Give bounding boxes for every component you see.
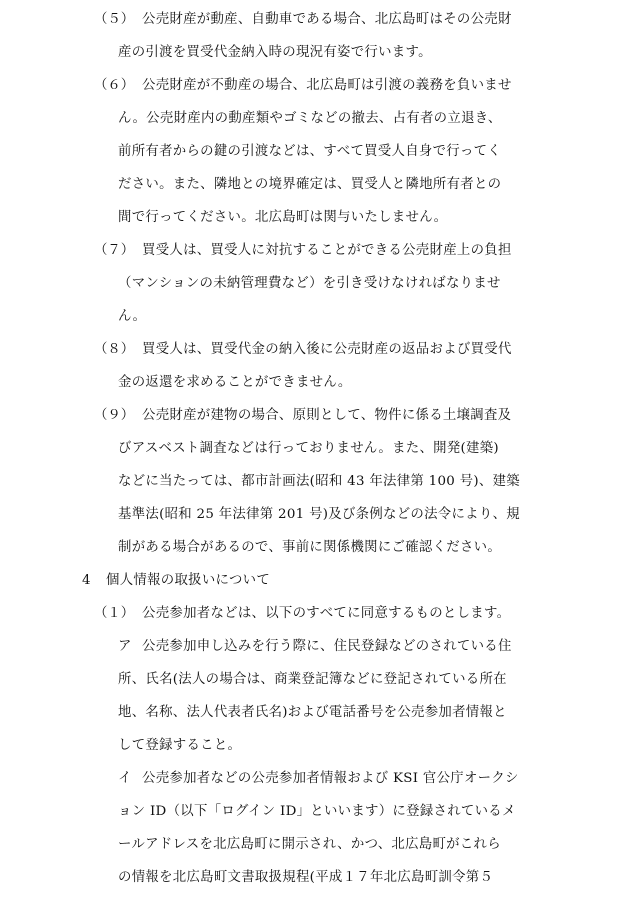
item-text-line: などに当たっては、都市計画法(昭和 43 年法律第 100 号)、建築 (118, 474, 520, 489)
item-marker: （７） (94, 243, 135, 258)
section-title: 個人情報の取扱いについて (106, 573, 271, 588)
item-text-line: 間で行ってください。北広島町は関与いたしません。 (118, 210, 448, 225)
item-marker: （５） (94, 12, 135, 27)
sub-item-text-line: の情報を北広島町文書取扱規程(平成１７年北広島町訓令第５ (118, 870, 494, 885)
sub-item-text-line: 地、名称、法人代表者氏名)および電話番号を公売参加者情報と (118, 705, 507, 720)
item-marker: （９） (94, 408, 135, 423)
item-text-line: ん。 (118, 309, 147, 324)
item-text-line: 産の引渡を買受代金納入時の現況有姿で行います。 (118, 45, 432, 60)
section-number: 4 (82, 573, 91, 588)
sub-item-text-line: 公売参加申し込みを行う際に、住民登録などのされている住 (142, 639, 512, 654)
item-text-line: 制がある場合があるので、事前に関係機関にご確認ください。 (118, 540, 502, 555)
item-marker: （８） (94, 342, 135, 357)
item-marker: （１） (94, 606, 135, 621)
item-text-line: 公売財産が不動産の場合、北広島町は引渡の義務を負いませ (142, 78, 512, 93)
item-marker: （６） (94, 78, 135, 93)
item-text-line: （マンションの未納管理費など）を引き受けなければなりませ (118, 276, 501, 291)
item-text-line: 金の返還を求めることができません。 (118, 375, 352, 390)
item-text-line: 公売財産が建物の場合、原則として、物件に係る土壌調査及 (142, 408, 512, 423)
sub-item-marker: イ (118, 771, 132, 786)
item-text-line: ん。公売財産内の動産類やゴミなどの撤去、占有者の立退き、 (118, 111, 502, 126)
item-text-line: ださい。また、隣地との境界確定は、買受人と隣地所有者との (118, 177, 502, 192)
item-text-line: 公売参加者などは、以下のすべてに同意するものとします。 (142, 606, 511, 621)
sub-item-text-line: ールアドレスを北広島町に開示され、かつ、北広島町がこれら (118, 837, 501, 852)
item-text-line: 公売財産が動産、自動車である場合、北広島町はその公売財 (142, 12, 512, 27)
sub-item-marker: ア (118, 639, 132, 654)
sub-item-text-line: 公売参加者などの公売参加者情報および KSI 官公庁オークシ (142, 771, 519, 786)
sub-item-text-line: ョン ID（以下「ログイン ID」といいます）に登録されているメ (118, 804, 516, 819)
item-text-line: 買受人は、買受人に対抗することができる公売財産上の負担 (142, 243, 512, 258)
sub-item-text-line: 所、氏名(法人の場合は、商業登記簿などに登記されている所在 (118, 672, 507, 687)
item-text-line: びアスベスト調査などは行っておりません。また、開発(建築) (118, 441, 499, 456)
item-text-line: 買受人は、買受代金の納入後に公売財産の返品および買受代 (142, 342, 512, 357)
sub-item-text-line: して登録すること。 (118, 738, 242, 753)
item-text-line: 前所有者からの鍵の引渡などは、すべて買受人自身で行ってく (118, 144, 502, 159)
item-text-line: 基準法(昭和 25 年法律第 201 号)及び条例などの法令により、規 (118, 507, 520, 522)
